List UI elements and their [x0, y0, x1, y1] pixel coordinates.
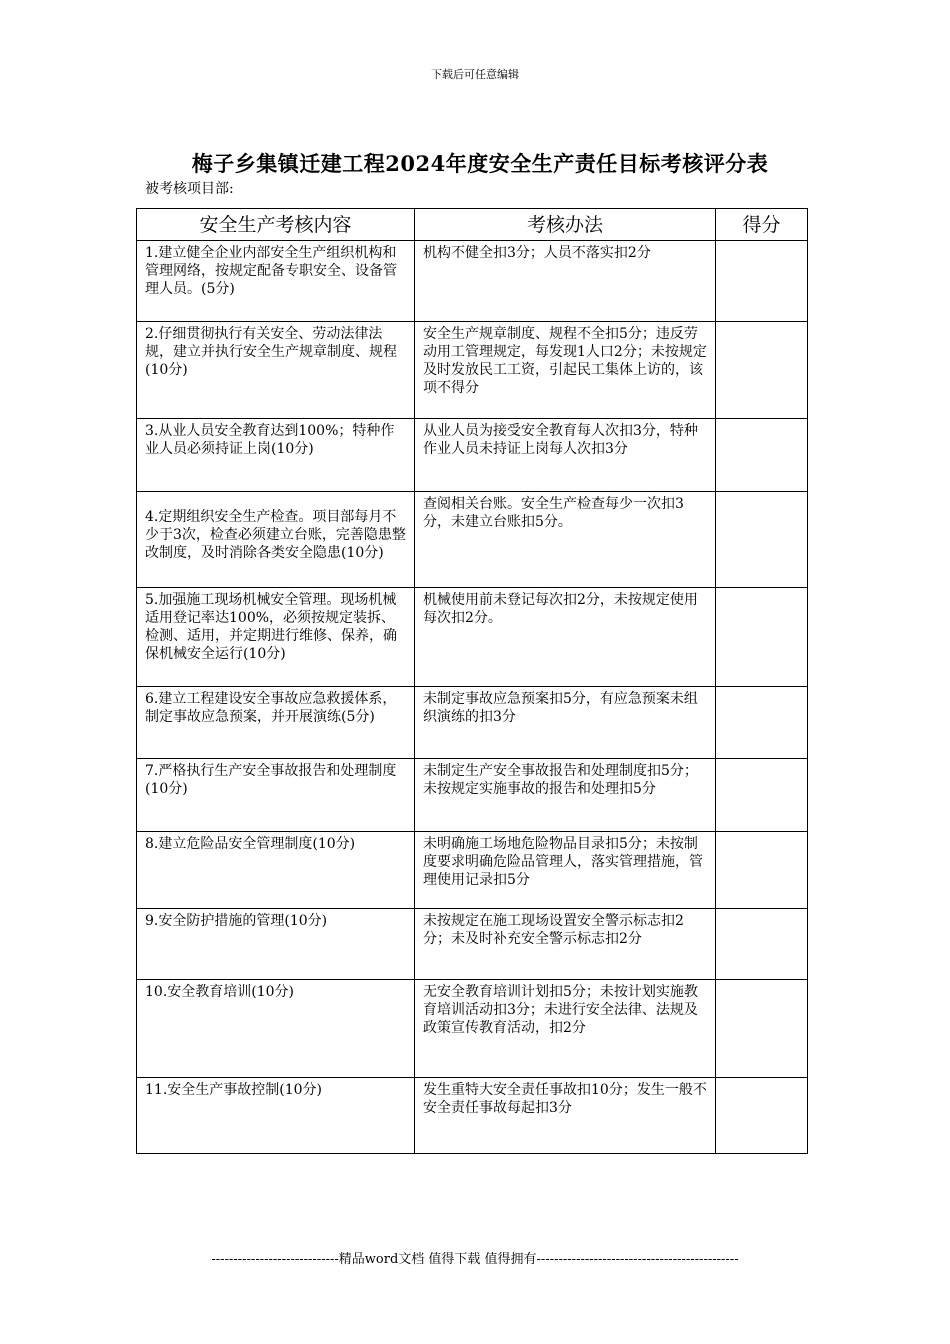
row-method: 未按规定在施工现场设置安全警示标志扣2分；未及时补充安全警示标志扣2分	[415, 909, 716, 980]
row-content: 2.仔细贯彻执行有关安全、劳动法律法规，建立并执行安全生产规章制度、规程(10分)	[137, 322, 415, 419]
row-content: 3.从业人员安全教育达到100%；特种作业人员必须持证上岗(10分)	[137, 419, 415, 492]
row-score-cell[interactable]	[716, 588, 808, 687]
row-method: 发生重特大安全责任事故扣10分；发生一般不安全责任事故每起扣3分	[415, 1078, 716, 1154]
footer-note: -----------------------------精品word文档 值得下载 值得拥有----------------------------------------------	[211, 1252, 739, 1267]
table-row	[137, 492, 808, 588]
header-content: 安全生产考核内容	[137, 209, 415, 241]
subject-label: 被考核项目部:	[145, 181, 234, 197]
row-content: 4.定期组织安全生产检查。项目部每月不少于3次，检查必须建立台账，完善隐患整改制度，及时消除各类安全隐患(10分)	[137, 492, 415, 588]
row-score-cell[interactable]	[716, 322, 808, 419]
row-score-cell[interactable]	[716, 687, 808, 759]
row-score-cell[interactable]	[716, 241, 808, 322]
row-content: 10.安全教育培训(10分)	[137, 980, 415, 1078]
row-method: 从业人员为接受安全教育每人次扣3分，特种作业人员未持证上岗每人次扣3分	[415, 419, 716, 492]
row-method: 未制定事故应急预案扣5分，有应急预案未组织演练的扣3分	[415, 687, 716, 759]
table-row	[137, 980, 808, 1078]
row-score-cell[interactable]	[716, 759, 808, 832]
row-score-cell[interactable]	[716, 492, 808, 588]
row-score-cell[interactable]	[716, 419, 808, 492]
header-note: 下载后可任意编辑	[431, 68, 519, 81]
page-title: 梅子乡集镇迁建工程2024年度安全生产责任目标考核评分表	[191, 151, 769, 176]
row-content: 11.安全生产事故控制(10分)	[137, 1078, 415, 1154]
table-header-row	[137, 209, 808, 241]
row-content: 7.严格执行生产安全事故报告和处理制度(10分)	[137, 759, 415, 832]
row-method: 机构不健全扣3分；人员不落实扣2分	[415, 241, 716, 322]
header-score: 得分	[716, 209, 808, 241]
row-method: 未制定生产安全事故报告和处理制度扣5分；未按规定实施事故的报告和处理扣5分	[415, 759, 716, 832]
table-row	[137, 588, 808, 687]
row-score-cell[interactable]	[716, 1078, 808, 1154]
table-row	[137, 909, 808, 980]
row-method: 机械使用前未登记每次扣2分，未按规定使用每次扣2分。	[415, 588, 716, 687]
row-score-cell[interactable]	[716, 909, 808, 980]
row-content: 8.建立危险品安全管理制度(10分)	[137, 832, 415, 909]
table-row	[137, 241, 808, 322]
score-table	[136, 208, 808, 1154]
row-content: 5.加强施工现场机械安全管理。现场机械适用登记率达100%，必须按规定装拆、检测、适用，并定期进行维修、保养，确保机械安全运行(10分)	[137, 588, 415, 687]
table-row	[137, 322, 808, 419]
row-content: 9.安全防护措施的管理(10分)	[137, 909, 415, 980]
row-method: 查阅相关台账。安全生产检查每少一次扣3分，未建立台账扣5分。	[415, 492, 716, 588]
table-row	[137, 832, 808, 909]
row-content: 1.建立健全企业内部安全生产组织机构和管理网络，按规定配备专职安全、设备管理人员。(5分)	[137, 241, 415, 322]
table-row	[137, 1078, 808, 1154]
row-method: 安全生产规章制度、规程不全扣5分；违反劳动用工管理规定，每发现1人口2分；未按规定及时发放民工工资，引起民工集体上访的，该项不得分	[415, 322, 716, 419]
table-row	[137, 759, 808, 832]
table-row	[137, 687, 808, 759]
row-score-cell[interactable]	[716, 980, 808, 1078]
row-method: 无安全教育培训计划扣5分；未按计划实施教育培训活动扣3分；未进行安全法律、法规及政策宣传教育活动，扣2分	[415, 980, 716, 1078]
row-score-cell[interactable]	[716, 832, 808, 909]
header-method: 考核办法	[415, 209, 716, 241]
table-row	[137, 419, 808, 492]
row-content: 6.建立工程建设安全事故应急救援体系，制定事故应急预案，并开展演练(5分)	[137, 687, 415, 759]
row-method: 未明确施工场地危险物品目录扣5分；未按制度要求明确危险品管理人，落实管理措施，管理使用记录扣5分	[415, 832, 716, 909]
